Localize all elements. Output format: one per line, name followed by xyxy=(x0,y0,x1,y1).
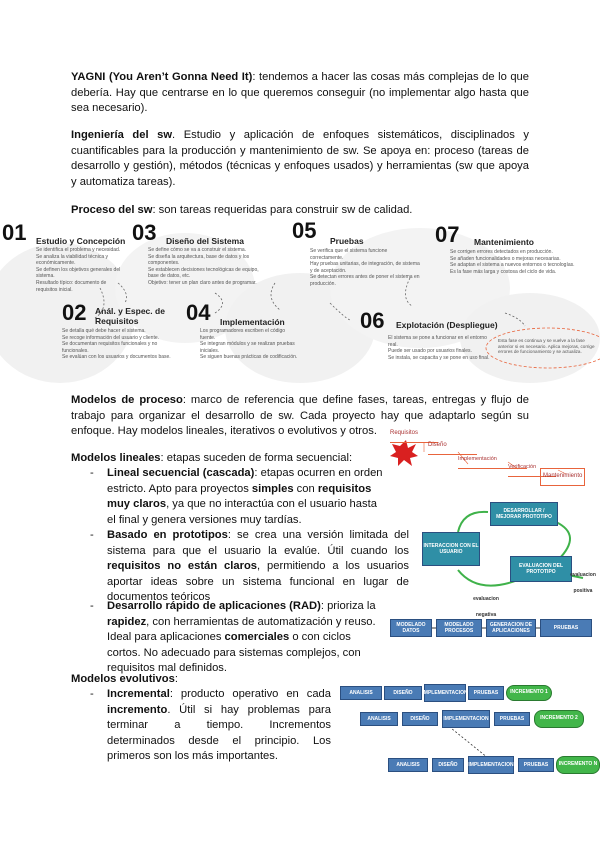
phases-6-bullets-2-text: Se adaptan el sistema a nuevos entornos o tecnologías. xyxy=(450,262,575,269)
lineales-items-0-b2-text: requisitos muy claros xyxy=(107,482,372,510)
modelos-proceso-term: Modelos de proceso xyxy=(71,394,183,406)
inc1-pruebas: PRUEBAS xyxy=(468,686,504,700)
phases-5-bullets-1-text: Puede ser usado por usuarios finales. xyxy=(388,348,472,355)
phases-3-bullets-2-text: Se siguen buenas prácticas de codificación. xyxy=(200,354,298,361)
dash-4: - xyxy=(90,688,94,700)
phases-5-bullets-0-text: El sistema se pone a funcionar en el entorno real. xyxy=(388,335,487,348)
evolutivos-item-t2-text: . Útil si hay problemas para terminar a tiempo. Incrementos determinados desde el principio. Los primeros son los más importantes. xyxy=(107,703,331,762)
phase-01-title: Estudio y Concepción xyxy=(36,236,126,246)
phases-5-bullets-2-text: Se instala, se capacita y se pone en uso final. xyxy=(388,354,490,361)
ingenieria-term: Ingeniería del sw xyxy=(71,129,173,141)
item-incremental xyxy=(107,687,331,765)
phases-3-bullets-1-text: Se integran módulos y se realizan pruebas iniciales. xyxy=(200,341,295,354)
yagni-term: YAGNI (You Aren’t Gonna Need It) xyxy=(71,71,253,83)
ingenieria-paragraph xyxy=(71,128,529,190)
modelos-proceso-text: : marco de referencia que define fases, tareas, entregas y flujo de trabajo para organizar el desarrollo de sw. Cada proyecto hay que adaptarlo según su enfoque. Hay modelos lineales, iterativos o evolutivos y otros. xyxy=(71,394,529,437)
phases-6-bullets-3-text: Es la fase más larga y costosa del ciclo de vida. xyxy=(450,268,557,275)
incn-pruebas: PRUEBAS xyxy=(518,758,554,772)
phases-4-bullets-0-text: Se verifica que el sistema funcione correctamente. xyxy=(310,248,388,261)
rad-pruebas: PRUEBAS xyxy=(540,619,592,637)
lineales-items-2-t1-text: : prioriza la xyxy=(320,600,376,612)
lineales-items-2-term-text: Desarrollo rápido de aplicaciones (RAD) xyxy=(107,600,321,612)
phases-2-bullets-3-text: Objetivo: tener un plan claro antes de programar. xyxy=(148,279,257,286)
phase-06-bullets xyxy=(388,335,493,361)
proceso-term: Proceso del sw xyxy=(71,204,153,216)
phases-2-bullets-2-text: Se establecen decisiones tecnológicas de equipo, base de datos, etc. xyxy=(148,266,259,280)
phase-01-bullets xyxy=(36,247,126,293)
rad-modelado-datos: MODELADO DATOS xyxy=(390,619,432,637)
phases-infographic xyxy=(0,218,600,383)
phases-4-bullets-2-text: Se detectan errores antes de poner el sistema en producción. xyxy=(310,274,420,287)
phase-04-title: Implementación xyxy=(220,317,285,327)
lineales-items-2-b1-text: rapidez xyxy=(107,615,147,628)
lineales-items-1-t1-text: : se crea una versión limitada del sistema para que el usuario la evalúe. Útil cuando los xyxy=(107,529,409,557)
item-cascada xyxy=(107,466,383,528)
incn-incremento: INCREMENTO N xyxy=(556,756,600,774)
phase-06-title: Explotación (Despliegue) xyxy=(396,320,498,330)
phases-0-bullets-2-text: Se definen los objetivos generales del sistema. xyxy=(36,266,121,280)
phase-03-title: Diseño del Sistema xyxy=(166,236,244,246)
phase-07-bullets xyxy=(450,249,598,275)
incn-analisis: ANALISIS xyxy=(388,758,428,772)
prototype-diagram xyxy=(418,500,598,618)
phases-0-bullets-0-text: Se identifica el problema y necesidad. xyxy=(36,247,121,253)
cascade-implementacion: Implementación xyxy=(458,452,527,469)
phase-03-bullets xyxy=(148,247,268,287)
cascade-diagram xyxy=(388,424,598,494)
lineales-items-2-t3-text: o con ciclos cortos. No adecuado para sistemas complejos, con requisitos mal definidos. xyxy=(107,631,361,674)
phases-0-bullets-3-text: Resultado típico: documento de requisitos inicial. xyxy=(36,279,107,293)
dash-1: - xyxy=(90,467,94,479)
rad-generacion: GENERACION DE APLICACIONES xyxy=(486,619,536,637)
phase-05-bullets xyxy=(310,248,420,288)
lineales-items-2-b2-text: comerciales xyxy=(224,631,290,643)
proceso-text: : son tareas requeridas para construir sw de calidad. xyxy=(152,204,413,216)
phase-note: Esta fase es continua y se vuelve a la fase anterior si es necesario. Aplica mejoras, corrige errores de funcionamiento y se actualiza. xyxy=(498,338,595,355)
inc1-analisis: ANALISIS xyxy=(340,686,382,700)
evolutivos-heading xyxy=(71,672,178,688)
yagni-text: : tendemos a hacer las cosas más complejas de lo que debería. Hay que centrarse en lo que queremos conseguir (no implementar algo hasta que sea necesario). xyxy=(71,71,530,114)
proto-positiva: evaluacion positiva xyxy=(570,572,596,594)
phases-2-bullets-0-text: Se define cómo se va a construir el sistema. xyxy=(148,247,247,253)
evolutivos-item-term-text: Incremental xyxy=(107,688,170,700)
inc1-implementacion: IMPLEMENTACION xyxy=(424,684,466,702)
phase-03-number: 03 xyxy=(132,220,157,245)
phase-07-number: 07 xyxy=(435,222,460,247)
evolutivos-item-t1-text: : producto operativo en cada xyxy=(169,688,331,700)
cascade-diseno: Diseño xyxy=(428,438,477,455)
phase-05-title: Pruebas xyxy=(330,236,364,246)
incremental-diagram xyxy=(338,682,600,780)
lineales-text: : etapas suceden de forma secuencial: xyxy=(160,452,353,464)
phases-6-bullets-0-text: Se corrigen errores detectados en producción. xyxy=(450,249,553,255)
phase-02-title: Anál. y Espec. de Requisitos xyxy=(95,306,165,326)
incn-implementacion: IMPLEMENTACION xyxy=(468,756,514,774)
lineales-items-0-term-text: Lineal secuencial (cascada) xyxy=(107,467,255,479)
lineales-heading xyxy=(71,451,391,467)
cascade-mantenimiento: Mantenimiento xyxy=(540,468,585,486)
phases-0-bullets-1-text: Se analiza la viabilidad técnica y económicamente. xyxy=(36,253,108,267)
dash-3: - xyxy=(90,600,94,612)
inc2-implementacion: IMPLEMENTACION xyxy=(442,710,490,728)
phases-1-bullets-0-text: Se detalla qué debe hacer el sistema. xyxy=(62,328,146,334)
lineales-items-0-b1-text: simples xyxy=(251,482,294,495)
lineales-items-0-t2-text: con xyxy=(293,482,318,495)
lineales-items-0-t3-text: , ya que no interactúa con el usuario hasta el final y genera versiones muy tardías. xyxy=(107,498,377,526)
inc2-analisis: ANALISIS xyxy=(360,712,398,726)
lineales-term: Modelos lineales xyxy=(71,452,161,464)
proto-evaluacion: EVALUACION DEL PROTOTIPO xyxy=(510,556,572,582)
yagni-paragraph xyxy=(71,70,529,117)
phases-6-bullets-1-text: Se añaden funcionalidades o mejoras necesarias. xyxy=(450,255,561,262)
phases-1-bullets-3-text: Se evalúan con los usuarios y documentos base. xyxy=(62,354,171,361)
phases-4-bullets-1-text: Hay pruebas unitarias, de integración, de sistema y de aceptación. xyxy=(310,261,420,274)
phase-04-number: 04 xyxy=(186,300,211,325)
proceso-paragraph xyxy=(71,203,529,219)
inc1-diseno: DISEÑO xyxy=(384,686,422,700)
phases-1-bullets-1-text: Se recoge información del usuario y cliente. xyxy=(62,334,159,341)
proto-negativa: evaluacion negativa xyxy=(473,596,499,618)
evolutivos-text-text: : xyxy=(174,673,178,685)
inc2-incremento: INCREMENTO 2 xyxy=(534,710,584,728)
inc2-pruebas: PRUEBAS xyxy=(494,712,530,726)
dash-2: - xyxy=(90,529,94,541)
phases-3-bullets-0-text: Los programadores escriben el código fuente. xyxy=(200,328,286,341)
cascade-requisitos: Requisitos xyxy=(390,426,438,443)
rad-diagram xyxy=(388,615,598,641)
lineales-items-1-term-text: Basado en prototipos xyxy=(107,529,228,541)
proto-desarrollar: DESARROLLAR / MEJORAR PROTOTIPO xyxy=(490,502,558,526)
phases-1-bullets-2-text: Se documentan requisitos funcionales y no funcionales. xyxy=(62,341,158,354)
phase-02-bullets xyxy=(62,328,177,361)
lineales-items-1-t2-text: , permitiendo a los usuarios aportar ideas sobre un sistema funcional en lugar de documentos teóricos xyxy=(107,560,409,603)
phase-02-number: 02 xyxy=(62,300,87,325)
inc1-incremento: INCREMENTO 1 xyxy=(506,685,552,701)
item-rad xyxy=(107,599,382,677)
evolutivos-item-b1-text: incremento xyxy=(107,703,168,716)
lineales-items-1-b1-text: requisitos no están claros xyxy=(107,560,258,572)
ingenieria-text: . Estudio y aplicación de enfoques sistemáticos, disciplinados y cuantificables para la producción y mantenimiento de sw. Se apoya en: proceso (tareas de desarrollo y gestión), métodos (técnicas y enfoques usados) y herramientas (sw que apoya y automatiza tareas). xyxy=(71,129,530,188)
rad-modelado-procesos: MODELADO PROCESOS xyxy=(436,619,482,637)
phase-07-title: Mantenimiento xyxy=(474,237,534,247)
phase-01-number: 01 xyxy=(2,220,27,245)
lineales-items-2-t2-text: , con herramientas de automatización y reuso. Ideal para aplicaciones xyxy=(107,615,376,643)
cascade-verificacion: Verificación xyxy=(508,460,556,477)
phase-04-bullets xyxy=(200,328,300,361)
phase-06-number: 06 xyxy=(360,308,385,333)
incn-diseno: DISEÑO xyxy=(432,758,464,772)
item-prototipos xyxy=(107,528,409,606)
phases-2-bullets-1-text: Se diseña la arquitectura, base de datos y los componentes. xyxy=(148,253,250,267)
inc2-diseno: DISEÑO xyxy=(402,712,438,726)
evolutivos-term: Modelos evolutivos xyxy=(71,673,175,685)
phase-05-number: 05 xyxy=(292,218,317,243)
lineales-items-0-t1-text: : etapas ocurren en orden estricto. Apto para proyectos xyxy=(107,467,383,495)
proto-interaccion: INTERACCION CON EL USUARIO xyxy=(422,532,480,566)
